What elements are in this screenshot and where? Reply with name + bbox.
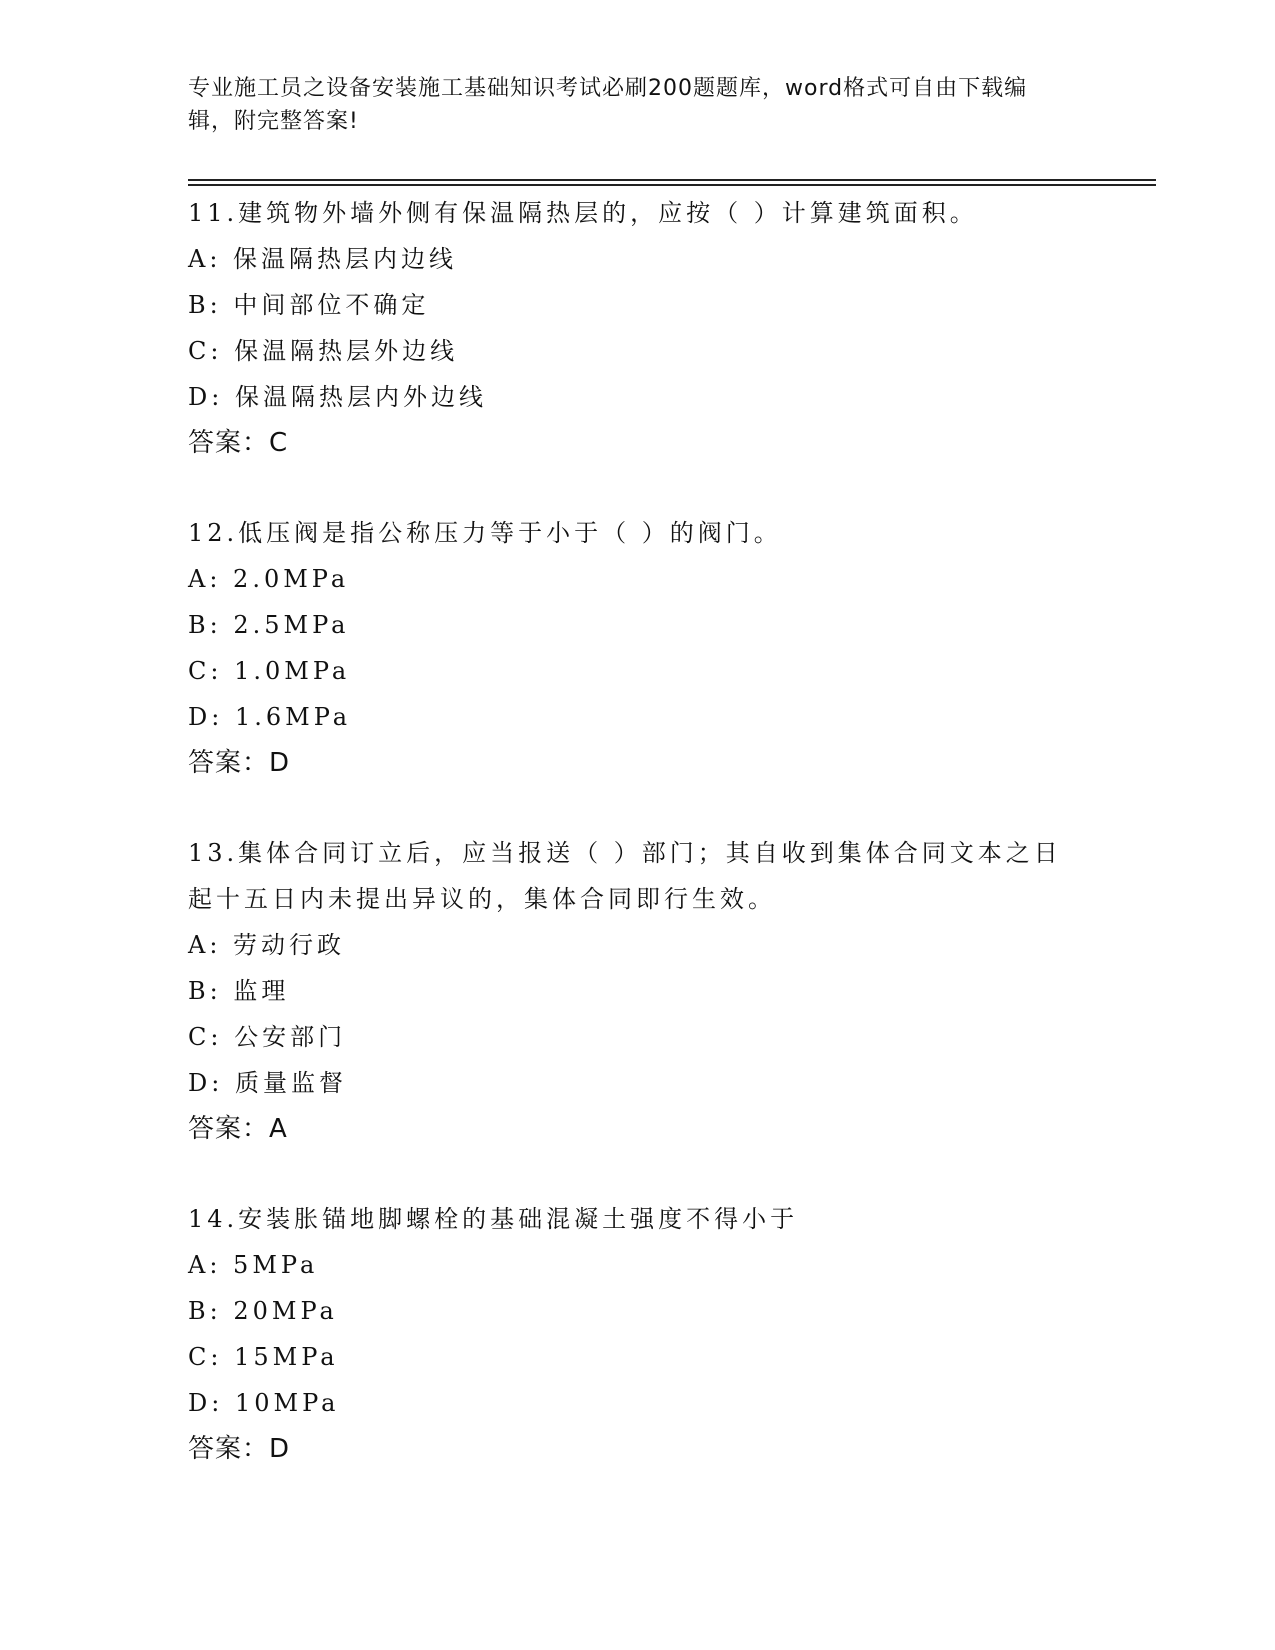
header-divider-top <box>188 179 1156 181</box>
option-a: A: 劳动行政 <box>188 931 346 959</box>
option-d: D: 质量监督 <box>188 1069 347 1097</box>
answer-line <box>188 420 1088 466</box>
question-list <box>188 190 1088 1516</box>
option-d: D: 保温隔热层内外边线 <box>188 383 487 411</box>
option-a: A: 保温隔热层内边线 <box>188 245 458 273</box>
document-header: 专业施工员之设备安装施工基础知识考试必刷200题题库，word格式可自由下载编辑，附完整答案! <box>188 76 1028 134</box>
answer-value: D <box>269 748 291 778</box>
answer-label: 答案： <box>188 1434 270 1464</box>
option-c: C: 15MPa <box>188 1343 339 1371</box>
answer-value: C <box>269 428 289 458</box>
answer-line <box>188 1426 1088 1472</box>
option-d: D: 10MPa <box>188 1389 340 1417</box>
question-stem: 11.建筑物外墙外侧有保温隔热层的，应按（ ）计算建筑面积。 <box>188 199 978 227</box>
answer-label: 答案： <box>188 1114 270 1144</box>
question-stem: 14.安装胀锚地脚螺栓的基础混凝土强度不得小于 <box>188 1205 799 1233</box>
option-a: A: 5MPa <box>188 1251 319 1279</box>
option-b: B: 中间部位不确定 <box>188 291 430 319</box>
question-stem: 13.集体合同订立后，应当报送（ ）部门；其自收到集体合同文本之日起十五日内未提出异议的，集体合同即行生效。 <box>188 839 1062 913</box>
answer-line <box>188 1106 1088 1152</box>
option-b: B: 监理 <box>188 977 290 1005</box>
header-divider-bottom <box>188 184 1156 186</box>
option-d: D: 1.6MPa <box>188 703 352 731</box>
question-item <box>188 190 1088 466</box>
answer-label: 答案： <box>188 428 270 458</box>
answer-value: D <box>269 1434 291 1464</box>
answer-value: A <box>269 1114 288 1144</box>
option-b: B: 2.5MPa <box>188 611 350 639</box>
answer-label: 答案： <box>188 748 270 778</box>
option-c: C: 1.0MPa <box>188 657 351 685</box>
question-item <box>188 1196 1088 1472</box>
option-b: B: 20MPa <box>188 1297 338 1325</box>
question-item <box>188 510 1088 786</box>
question-stem: 12.低压阀是指公称压力等于小于（ ）的阀门。 <box>188 519 782 547</box>
answer-line <box>188 740 1088 786</box>
option-a: A: 2.0MPa <box>188 565 350 593</box>
option-c: C: 公安部门 <box>188 1023 347 1051</box>
option-c: C: 保温隔热层外边线 <box>188 337 459 365</box>
question-item <box>188 830 1088 1152</box>
